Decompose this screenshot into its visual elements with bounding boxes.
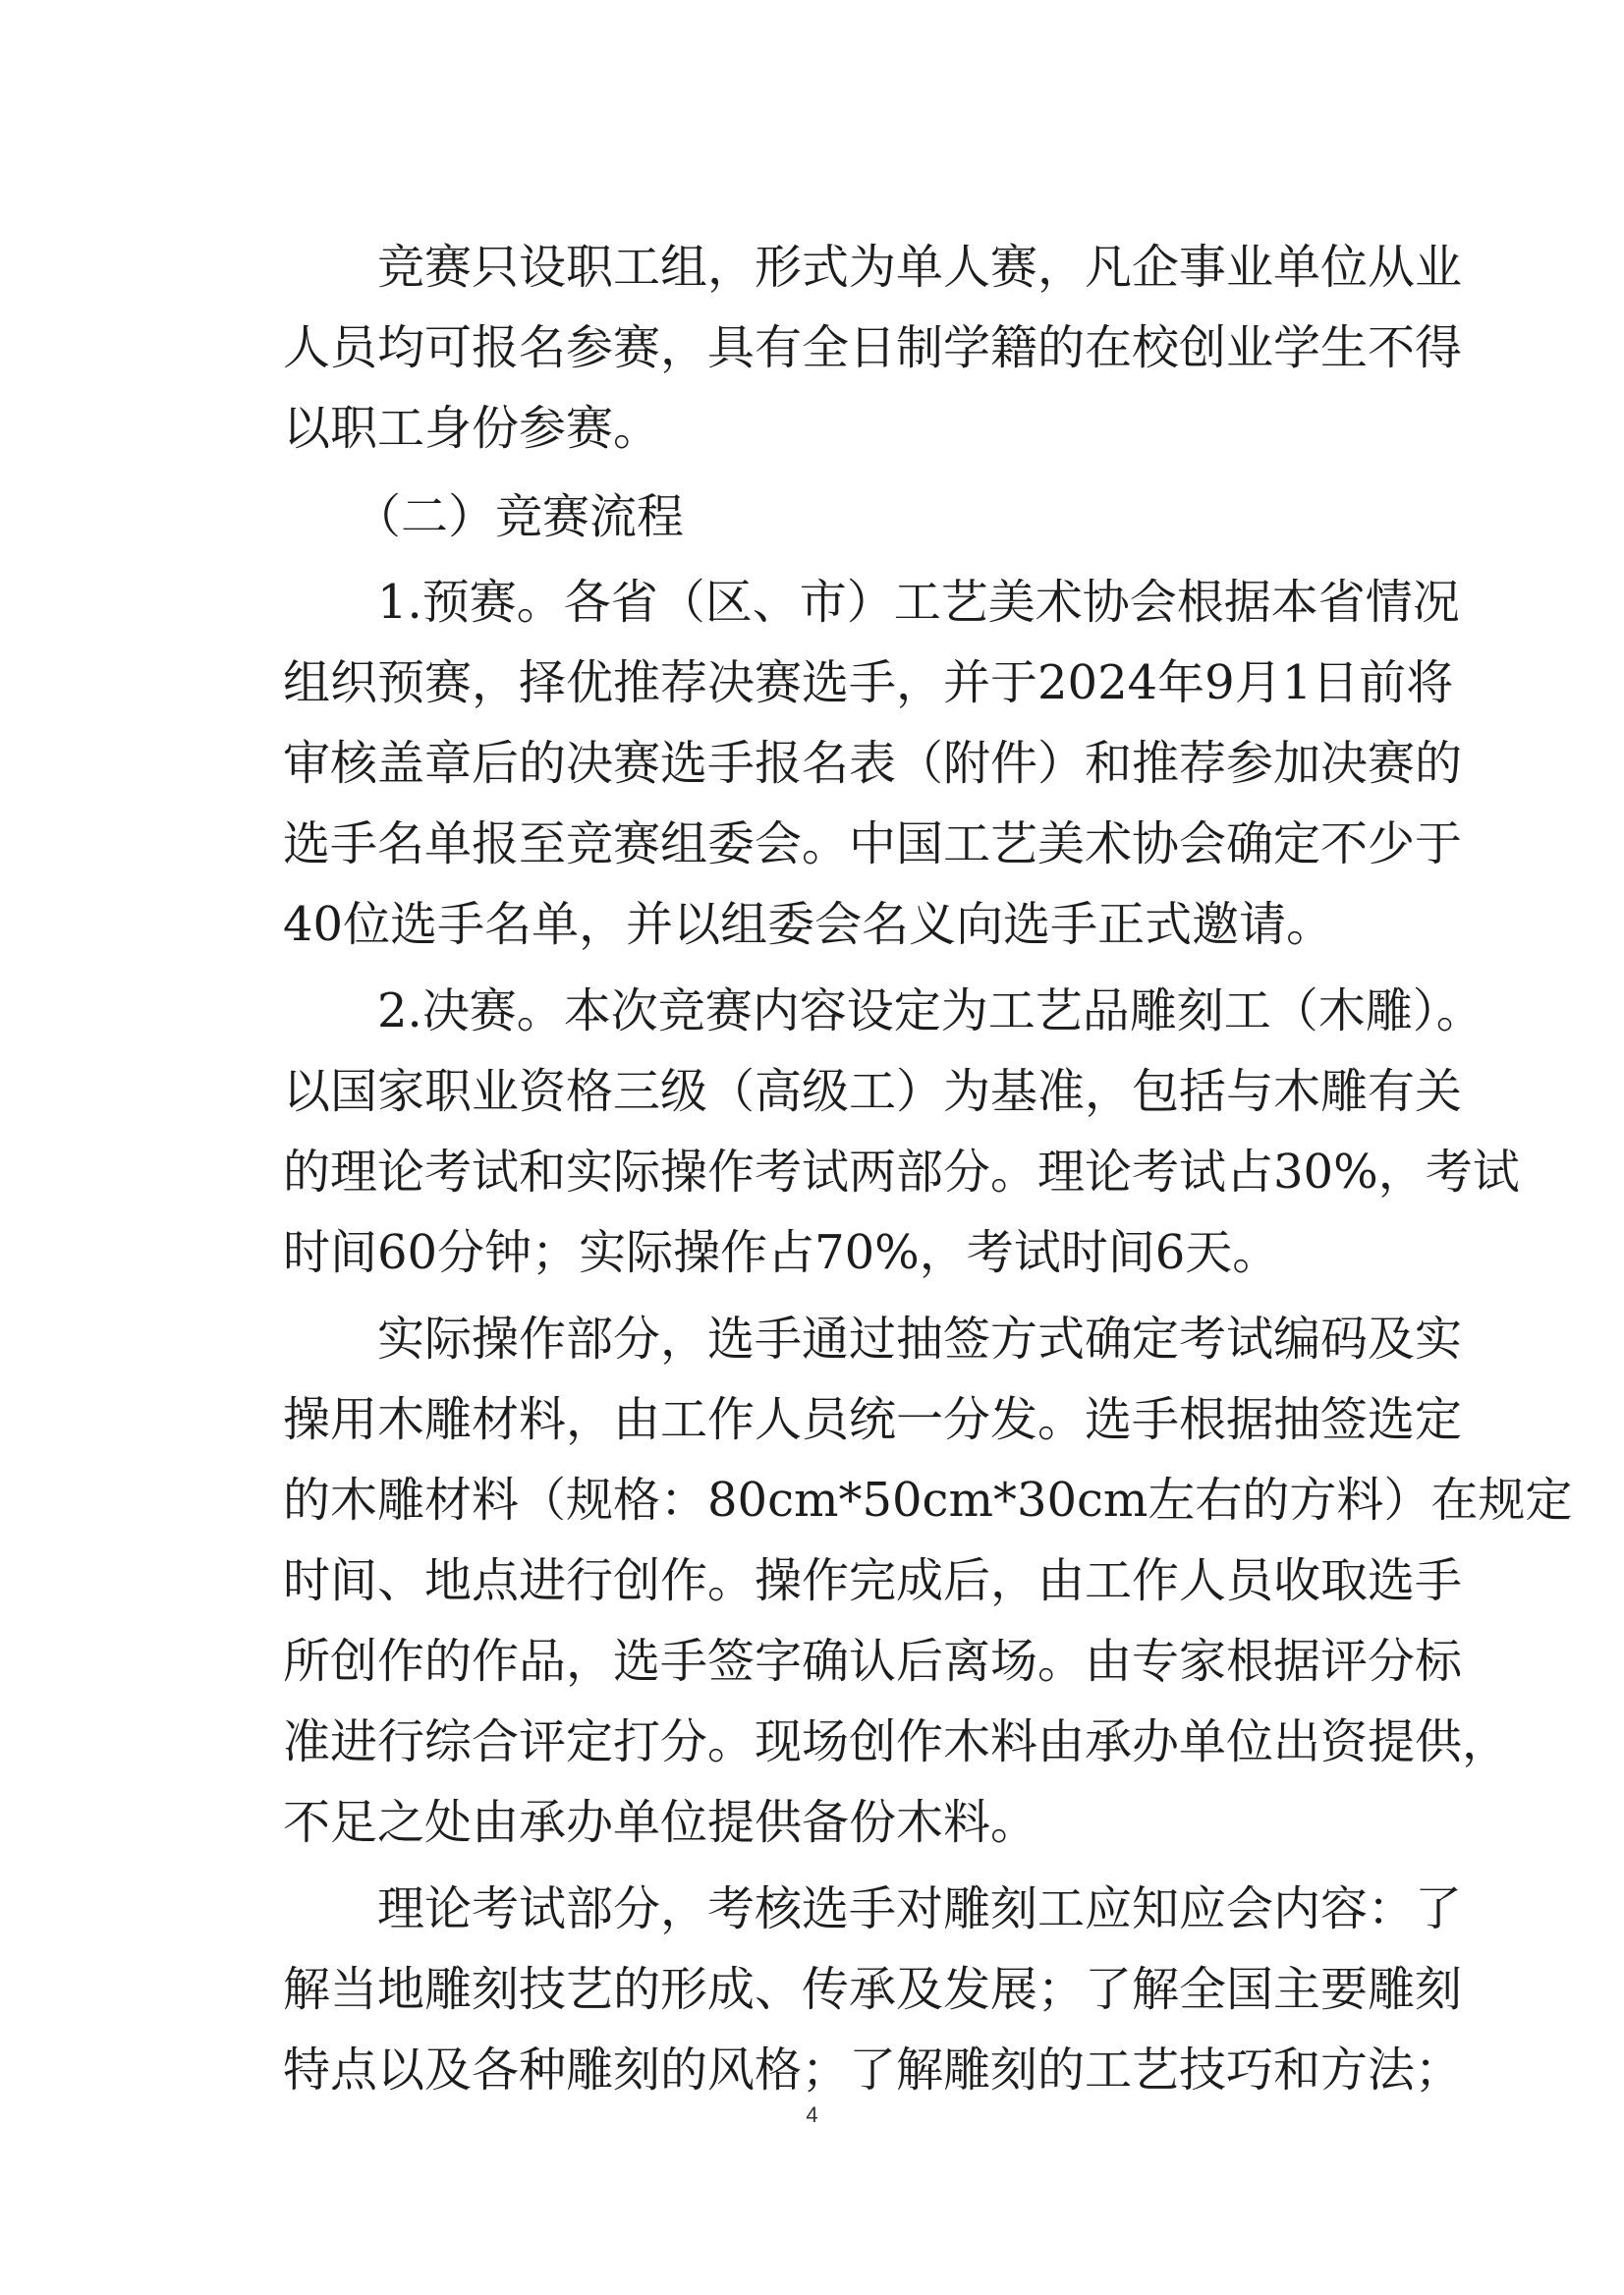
text-line: 选手名单报至竞赛组委会。中国工艺美术协会确定不少于 <box>283 816 1463 871</box>
text-line: 人员均可报名参赛，具有全日制学籍的在校创业学生不得 <box>283 320 1463 375</box>
text-line: 的木雕材料（规格：80cm*50cm*30cm左右的方料）在规定 <box>283 1473 1573 1528</box>
text-line: 特点以及各种雕刻的风格；了解雕刻的工艺技巧和方法； <box>283 2043 1463 2098</box>
text-line: 的理论考试和实际操作考试两部分。理论考试占30%，考试 <box>283 1145 1520 1200</box>
text-line: 时间60分钟；实际操作占70%，考试时间6天。 <box>283 1225 1280 1280</box>
text-line: 竞赛只设职工组，形式为单人赛，凡企事业单位从业 <box>283 240 1463 295</box>
text-line: 操用木雕材料，由工作人员统一分发。选手根据抽签选定 <box>283 1392 1463 1447</box>
text-line: 1.预赛。各省（区、市）工艺美术协会根据本省情况 <box>283 575 1460 630</box>
section-heading: （二）竞赛流程 <box>283 489 685 544</box>
text-line: 实际操作部分，选手通过抽签方式确定考试编码及实 <box>283 1312 1463 1367</box>
text-line: 40位选手名单，并以组委会名义向选手正式邀请。 <box>283 897 1334 952</box>
text-line: 2.决赛。本次竞赛内容设定为工艺品雕刻工（木雕）。 <box>283 983 1484 1038</box>
text-line: 组织预赛，择优推荐决赛选手，并于2024年9月1日前将 <box>283 655 1454 710</box>
text-line: 准进行综合评定打分。现场创作木料由承办单位出资提供， <box>283 1714 1510 1769</box>
text-line: 时间、地点进行创作。操作完成后，由工作人员收取选手 <box>283 1553 1463 1608</box>
text-line: 所创作的作品，选手签字确认后离场。由专家根据评分标 <box>283 1634 1463 1689</box>
text-line: 不足之处由承办单位提供备份木料。 <box>283 1795 1038 1850</box>
text-line: 以职工身份参赛。 <box>283 401 661 456</box>
text-line: 审核盖章后的决赛选手报名表（附件）和推荐参加决赛的 <box>283 736 1463 791</box>
text-line: 以国家职业资格三级（高级工）为基准，包括与木雕有关 <box>283 1064 1463 1119</box>
page-number: 4 <box>806 2102 818 2127</box>
text-line: 解当地雕刻技艺的形成、传承及发展；了解全国主要雕刻 <box>283 1962 1463 2017</box>
text-line: 理论考试部分，考核选手对雕刻工应知应会内容：了 <box>283 1881 1463 1936</box>
